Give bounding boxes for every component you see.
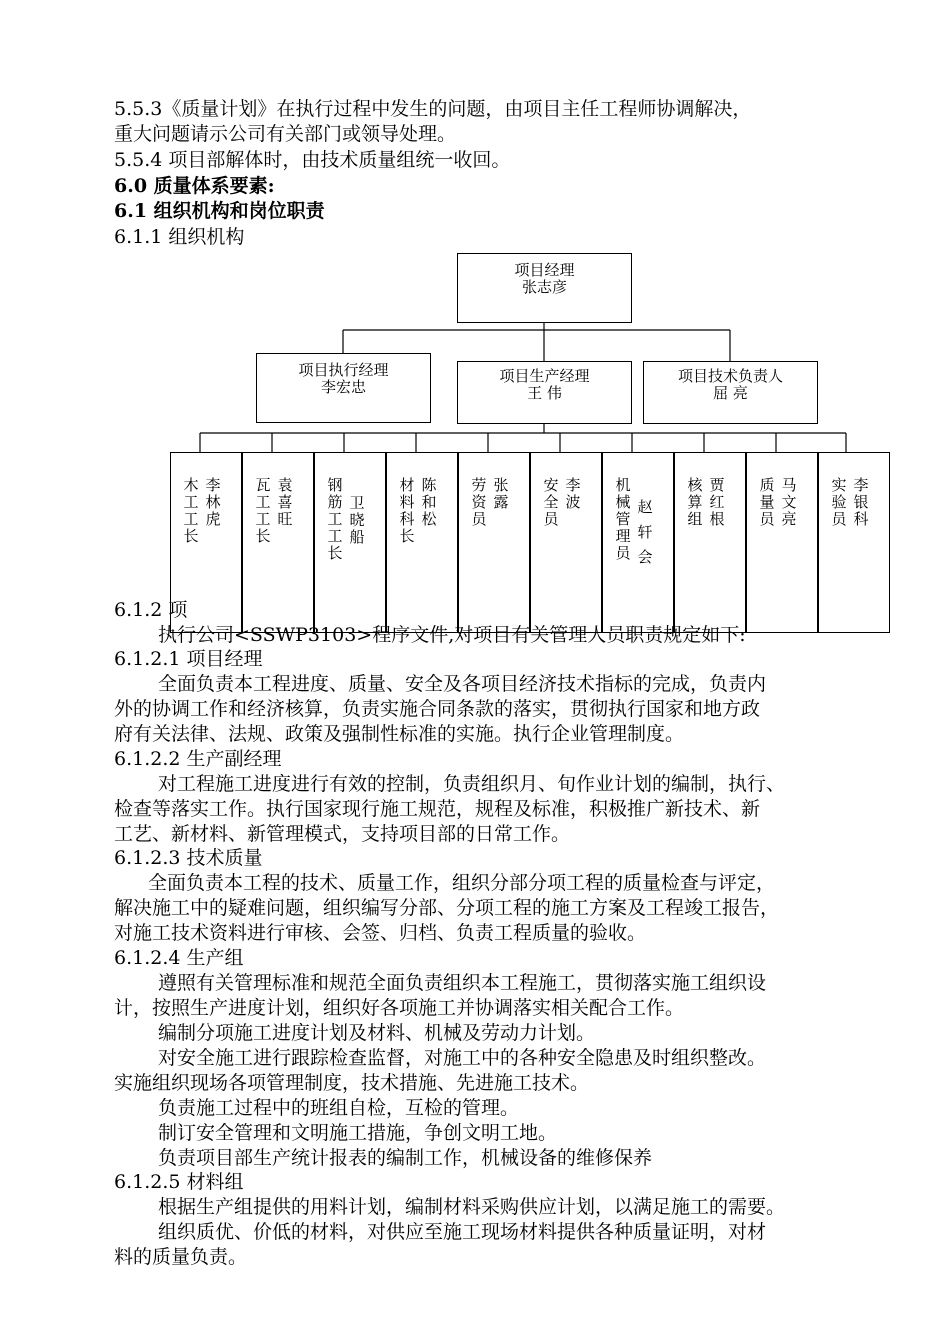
subsection-heading: 6.1.2.5 材料组 bbox=[114, 1171, 244, 1193]
paragraph-line: 解决施工中的疑难问题，组织编写分部、分项工程的施工方案及工程竣工报告， bbox=[114, 897, 780, 919]
section-heading: 6.0 质量体系要素: bbox=[114, 175, 275, 197]
paragraph-line: 5.5.4 项目部解体时，由技术质量组统一收回。 bbox=[114, 149, 511, 171]
subsection-heading: 6.1.2 项 bbox=[114, 599, 188, 621]
paragraph-line: 对安全施工进行跟踪检查监督，对施工中的各种安全隐患及时组织整改。 bbox=[158, 1047, 767, 1069]
org-cell-safety bbox=[530, 452, 602, 633]
org-cell-testing bbox=[818, 452, 890, 633]
paragraph-line: 计，按照生产进度计划，组织好各项施工并协调落实相关配合工作。 bbox=[114, 997, 685, 1019]
org-cell-role: 钢筋工工长 bbox=[327, 476, 343, 562]
paragraph-line: 府有关法律、法规、政策及强制性标准的实施。执行企业管理制度。 bbox=[114, 723, 685, 745]
paragraph-line: 5.5.3《质量计划》在执行过程中发生的问题，由项目主任工程师协调解决， bbox=[114, 98, 752, 120]
subsection-heading: 6.1.1 组织机构 bbox=[114, 226, 245, 248]
org-box-name: 屈 亮 bbox=[713, 384, 748, 402]
paragraph-line: 负责项目部生产统计报表的编制工作，机械设备的维修保养 bbox=[158, 1147, 653, 1169]
org-cell-masonry bbox=[242, 452, 314, 633]
org-box-technical-lead bbox=[643, 361, 818, 424]
org-cell-name: 贾红根 bbox=[709, 476, 725, 528]
org-cell-name: 李银科 bbox=[853, 476, 869, 528]
paragraph-line: 外的协调工作和经济核算，负责实施合同条款的落实，贯彻执行国家和地方政 bbox=[114, 698, 761, 720]
subsection-heading: 6.1.2.2 生产副经理 bbox=[114, 748, 282, 770]
org-box-title: 项目技术负责人 bbox=[677, 367, 783, 385]
org-cell-name: 马文亮 bbox=[781, 476, 797, 528]
paragraph-line: 检查等落实工作。执行国家现行施工规范，规程及标准，积极推广新技术、新 bbox=[114, 798, 761, 820]
org-box-name: 张志彦 bbox=[521, 278, 567, 296]
org-cell-role: 木工工长 bbox=[183, 476, 199, 545]
org-cell-name: 李波 bbox=[565, 476, 581, 511]
paragraph-line: 根据生产组提供的用料计划，编制材料采购供应计划，以满足施工的需要。 bbox=[158, 1196, 786, 1218]
paragraph-line: 重大问题请示公司有关部门或领导处理。 bbox=[114, 123, 457, 145]
org-box-name: 王 伟 bbox=[527, 384, 562, 402]
org-cell-rebar bbox=[314, 452, 386, 633]
org-cell-quality bbox=[746, 452, 818, 633]
paragraph-line: 执行公司<SSWP3103>程序文件,对项目有关管理人员职责规定如下: bbox=[158, 624, 746, 646]
org-cell-role: 劳资员 bbox=[471, 476, 487, 528]
org-cell-name: 卫晓船 bbox=[349, 494, 365, 546]
org-box-name: 李宏忠 bbox=[320, 378, 366, 396]
org-box-project-manager bbox=[457, 253, 632, 323]
paragraph-line: 料的质量负责。 bbox=[114, 1246, 248, 1268]
org-cell-name: 李林虎 bbox=[205, 476, 221, 528]
org-cell-accounting bbox=[674, 452, 746, 633]
org-cell-name: 陈和松 bbox=[421, 476, 437, 528]
org-cell-role: 安全员 bbox=[543, 476, 559, 528]
paragraph-line: 实施组织现场各项管理制度，技术措施、先进施工技术。 bbox=[114, 1072, 590, 1094]
org-cell-name: 赵轩会 bbox=[637, 498, 653, 566]
paragraph-line: 对施工技术资料进行审核、会签、归档、负责工程质量的验收。 bbox=[114, 922, 647, 944]
paragraph-line: 组织质优、价低的材料，对供应至施工现场材料提供各种质量证明，对材 bbox=[158, 1221, 767, 1243]
paragraph-line: 对工程施工进度进行有效的控制，负责组织月、旬作业计划的编制，执行、 bbox=[158, 773, 786, 795]
org-cell-role: 质量员 bbox=[759, 476, 775, 528]
org-cell-role: 瓦工工长 bbox=[255, 476, 271, 545]
org-cell-role: 核算组 bbox=[687, 476, 703, 528]
org-cell-role: 实验员 bbox=[831, 476, 847, 528]
section-heading: 6.1 组织机构和岗位职责 bbox=[114, 200, 325, 222]
paragraph-line: 制订安全管理和文明施工措施，争创文明工地。 bbox=[158, 1122, 558, 1144]
org-box-title: 项目生产经理 bbox=[499, 367, 590, 385]
paragraph-line: 负责施工过程中的班组自检，互检的管理。 bbox=[158, 1097, 520, 1119]
paragraph-line: 全面负责本工程进度、质量、安全及各项目经济技术指标的完成，负责内 bbox=[158, 673, 767, 695]
org-box-exec-manager bbox=[256, 353, 431, 423]
paragraph-line: 编制分项施工进度计划及材料、机械及劳动力计划。 bbox=[158, 1022, 596, 1044]
org-cell-name: 袁喜旺 bbox=[277, 476, 293, 528]
org-box-title: 项目执行经理 bbox=[298, 361, 389, 379]
org-cell-machinery bbox=[602, 452, 674, 633]
org-box-title: 项目经理 bbox=[514, 261, 575, 279]
org-cell-role: 机械管理员 bbox=[615, 476, 631, 562]
org-cell-name: 张露 bbox=[493, 476, 509, 511]
paragraph-line: 工艺、新材料、新管理模式，支持项目部的日常工作。 bbox=[114, 823, 571, 845]
subsection-heading: 6.1.2.1 项目经理 bbox=[114, 648, 263, 670]
paragraph-line: 全面负责本工程的技术、质量工作，组织分部分项工程的质量检查与评定， bbox=[148, 872, 776, 894]
org-box-production-manager bbox=[457, 361, 632, 424]
org-cell-carpentry bbox=[170, 452, 242, 633]
subsection-heading: 6.1.2.3 技术质量 bbox=[114, 847, 263, 869]
subsection-heading: 6.1.2.4 生产组 bbox=[114, 947, 244, 969]
org-cell-materials bbox=[386, 452, 458, 633]
paragraph-line: 遵照有关管理标准和规范全面负责组织本工程施工，贯彻落实施工组织设 bbox=[158, 972, 767, 994]
org-cell-labor bbox=[458, 452, 530, 633]
org-cell-role: 材料科长 bbox=[399, 476, 415, 545]
